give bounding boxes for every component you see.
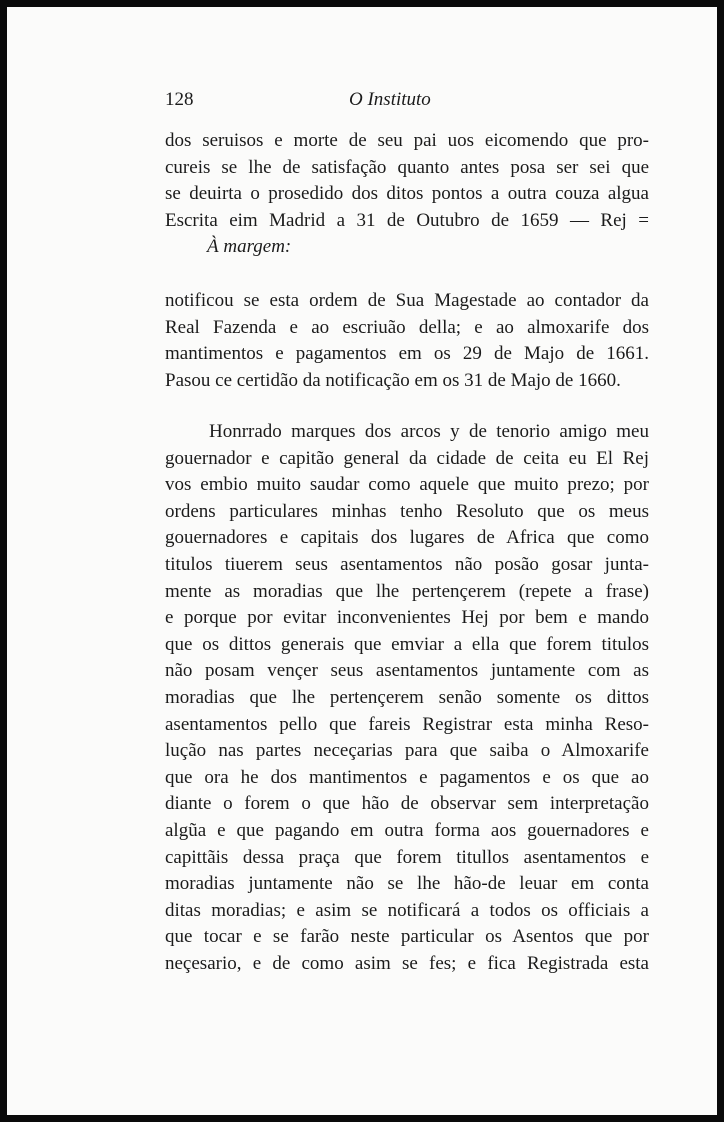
- paragraph-royal-letter: [165, 419, 649, 977]
- text-line: Real Fazenda e ao escriuão della; e ao almoxarife dos: [165, 316, 649, 338]
- text-line: notificou se esta ordem de Sua Magestade ao contador da: [165, 290, 649, 311]
- text-line: e porque por evitar inconvenientes Hej por bem e mando: [165, 607, 649, 629]
- text-line: diante o forem o que hão de observar sem interpretação: [165, 793, 649, 815]
- text-line: capittãis dessa praça que forem titullos asentamentos e: [165, 846, 649, 868]
- page-header: [165, 89, 649, 113]
- text-line: dos seruisos e morte de seu pai uos eicomendo que pro-: [165, 130, 649, 151]
- text-line: cureis se lhe de satisfação quanto antes posa ser sei que: [165, 156, 649, 178]
- paragraph-notification: [165, 288, 649, 394]
- text-line: ditas moradias; e asim se notificará a todos os officiais a: [165, 899, 649, 921]
- text-line: gouernador e capitão general da cidade de ceita eu El Rej: [165, 447, 649, 469]
- text-line: asentamentos pello que fareis Registrar esta minha Reso-: [165, 713, 649, 735]
- text-line: Pasou ce certidão da notificação em os 31 de Majo de 1660.: [165, 369, 621, 391]
- text-line: Escrita eim Madrid a 31 de Outubro de 1659 — Rej =: [165, 209, 649, 231]
- text-line: vos embio muito saudar como aquele que muito prezo; por: [165, 474, 649, 496]
- book-page: [7, 7, 717, 1115]
- text-line: ordens particulares minhas tenho Resoluto que os meus: [165, 500, 649, 522]
- text-line: neçesario, e de como asim se fes; e fica Registrada esta: [165, 952, 649, 974]
- text-line: se deuirta o prosedido dos ditos pontos a outra couza algua: [165, 183, 649, 205]
- text-line: titulos tiuerem seus asentamentos não posão gosar junta-: [165, 553, 649, 575]
- text-line: não posam vençer seus asentamentos juntamente com as: [165, 660, 649, 682]
- page-number: 128: [165, 89, 194, 110]
- text-line: mantimentos e pagamentos em os 29 de Majo de 1661.: [165, 343, 649, 365]
- text-line: moradias que lhe pertençerem senão somente os dittos: [165, 686, 649, 708]
- text-line: que tocar e se farão neste particular os Asentos que por: [165, 926, 649, 948]
- text-line: que os dittos generais que emviar a ella que forem titulos: [165, 633, 649, 655]
- running-title: O Instituto: [349, 89, 431, 110]
- text-line: algũa e que pagando em outra forma aos gouernadores e: [165, 819, 649, 841]
- text-line: que ora he dos mantimentos e pagamentos e os que ao: [165, 766, 649, 788]
- text-line: moradias juntamente não se lhe hão-de leuar em conta: [165, 873, 649, 895]
- text-line: Honrrado marques dos arcos y de tenorio amigo meu: [209, 421, 649, 442]
- text-line: mente as moradias que lhe pertençerem (repete a frase): [165, 580, 649, 602]
- paragraph-letter-ending: [165, 128, 649, 261]
- text-line: gouernadores e capitais dos lugares de Africa que como: [165, 527, 649, 549]
- text-line: lução nas partes neceçarias para que saiba o Almoxarife: [165, 740, 649, 762]
- margin-note-heading: À margem:: [207, 236, 292, 258]
